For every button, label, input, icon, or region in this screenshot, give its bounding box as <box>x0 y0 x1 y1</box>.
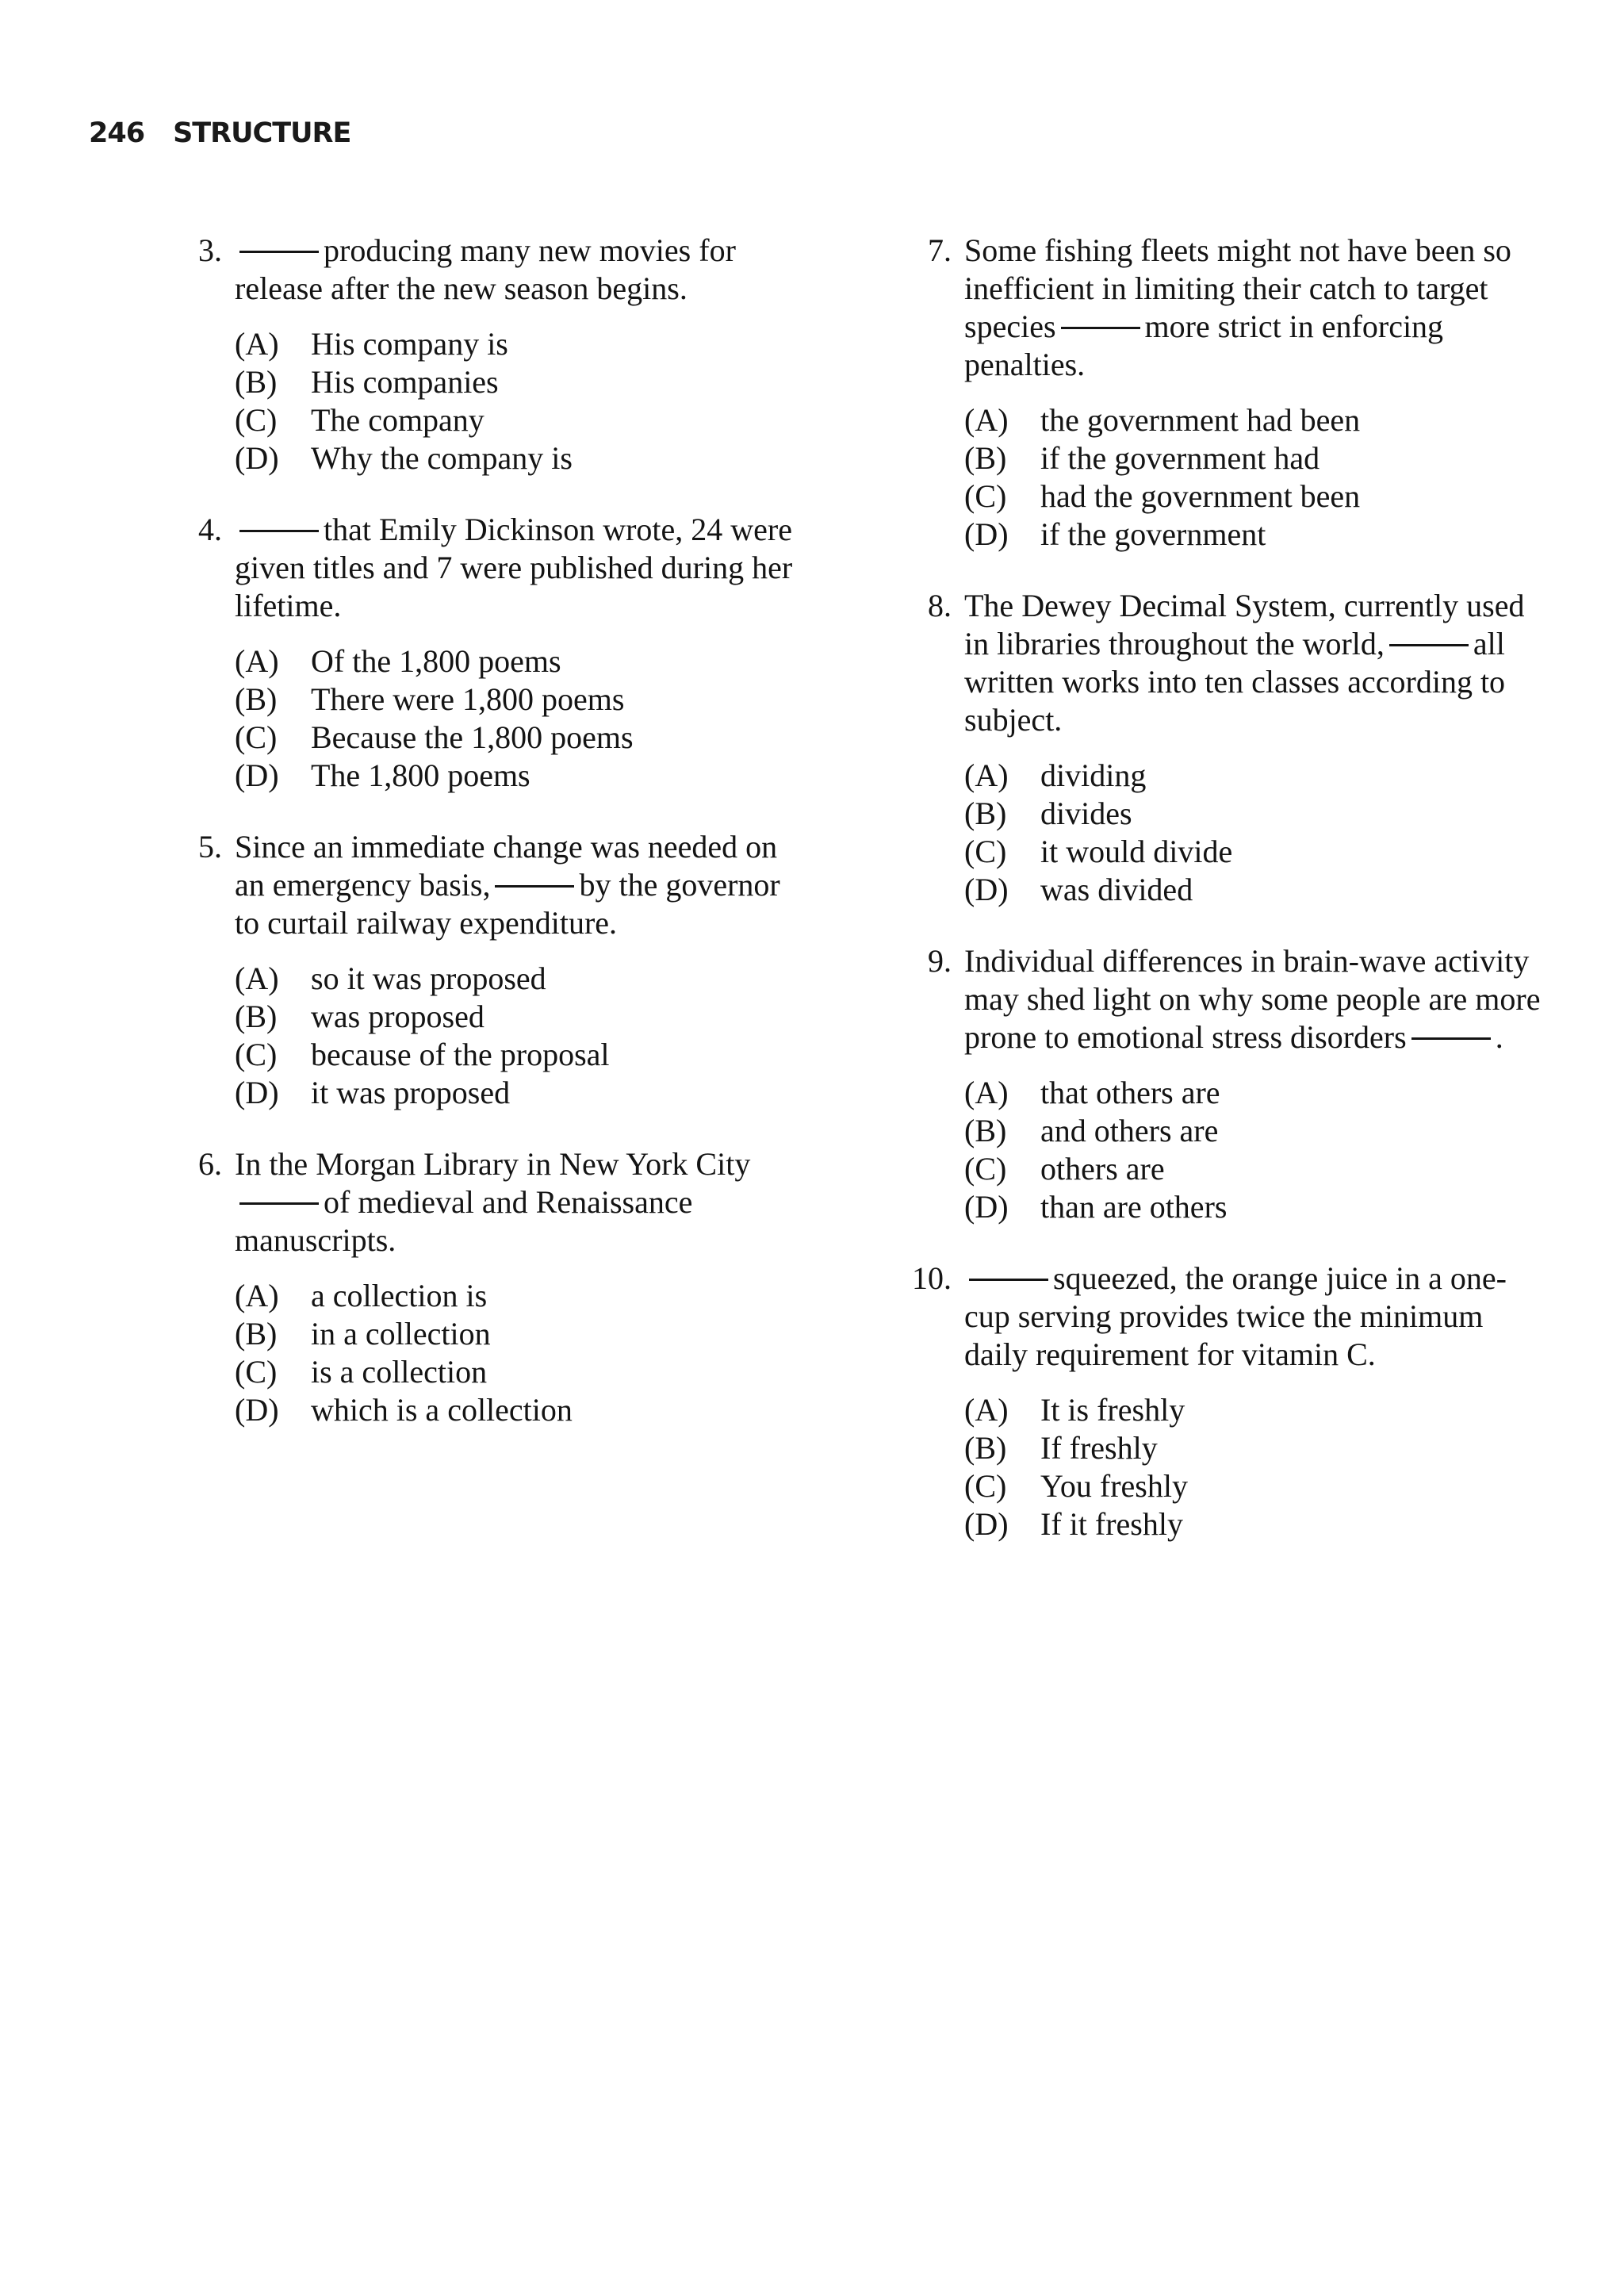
option-text: If freshly <box>1040 1430 1158 1466</box>
option-text: so it was proposed <box>311 960 546 996</box>
option-c <box>235 1353 807 1391</box>
left-column <box>181 232 807 1463</box>
option-letter: (A) <box>235 960 279 996</box>
option-letter: (C) <box>964 1151 1007 1187</box>
option-letter: (D) <box>235 440 279 476</box>
option-text: If it freshly <box>1040 1506 1183 1542</box>
answer-options <box>964 1074 1548 1226</box>
answer-blank <box>1411 1037 1491 1040</box>
option-text: and others are <box>1040 1113 1219 1148</box>
answer-options <box>964 1391 1548 1543</box>
question-number: 8. <box>928 588 952 623</box>
option-c <box>235 401 807 439</box>
option-d <box>235 1074 807 1112</box>
option-text: was proposed <box>311 999 485 1034</box>
option-text: You freshly <box>1040 1468 1188 1504</box>
option-a <box>235 1277 807 1315</box>
question-8 <box>882 587 1548 909</box>
option-d <box>964 516 1548 554</box>
option-c <box>235 719 807 757</box>
option-text: is a collection <box>311 1354 488 1390</box>
option-letter: (D) <box>235 1075 279 1110</box>
option-letter: (B) <box>235 1316 278 1352</box>
option-text: Why the company is <box>311 440 573 476</box>
option-a <box>964 401 1548 439</box>
option-d <box>964 1188 1548 1226</box>
question-stem: The Dewey Decimal System, currently used in libraries throughout the world, all written works into ten classes according to subject. <box>964 588 1525 738</box>
option-letter: (B) <box>964 796 1007 831</box>
option-text: It is freshly <box>1040 1392 1185 1428</box>
option-letter: (A) <box>235 643 279 679</box>
option-text: had the government been <box>1040 478 1361 514</box>
option-d <box>235 1391 807 1429</box>
answer-options <box>235 325 807 477</box>
answer-options <box>964 757 1548 909</box>
option-a <box>235 960 807 998</box>
option-b <box>964 1429 1548 1467</box>
option-letter: (A) <box>964 402 1009 438</box>
page-number: 246 <box>89 117 145 149</box>
option-letter: (B) <box>964 1113 1007 1148</box>
option-text: the government had been <box>1040 402 1361 438</box>
option-c <box>964 1150 1548 1188</box>
question-number: 5. <box>198 829 222 865</box>
question-5 <box>181 828 807 1112</box>
option-text: if the government had <box>1040 440 1320 476</box>
answer-blank <box>239 530 319 532</box>
question-7 <box>882 232 1548 554</box>
option-text: which is a collection <box>311 1392 573 1428</box>
question-number: 4. <box>198 512 222 547</box>
option-letter: (C) <box>964 834 1007 869</box>
option-a <box>235 325 807 363</box>
option-letter: (D) <box>964 1189 1009 1225</box>
answer-options <box>235 642 807 795</box>
option-letter: (D) <box>235 757 279 793</box>
option-b <box>235 998 807 1036</box>
option-c <box>964 477 1548 516</box>
option-letter: (A) <box>964 1392 1009 1428</box>
option-letter: (C) <box>235 1354 278 1390</box>
option-a <box>964 1074 1548 1112</box>
option-letter: (B) <box>235 999 278 1034</box>
question-3 <box>181 232 807 477</box>
question-stem: Since an immediate change was needed on an emergency basis, by the governor to curtail railway expenditure. <box>235 829 780 941</box>
option-d <box>964 1505 1548 1543</box>
option-text: His companies <box>311 364 499 400</box>
option-letter: (C) <box>964 1468 1007 1504</box>
option-letter: (A) <box>235 326 279 362</box>
option-a <box>235 642 807 681</box>
option-text: Because the 1,800 poems <box>311 719 634 755</box>
question-number: 10. <box>912 1260 952 1296</box>
question-stem: producing many new movies for release after the new season begins. <box>235 232 736 306</box>
option-c <box>964 833 1548 871</box>
question-stem: squeezed, the orange juice in a one-cup serving provides twice the minimum daily requirement for vitamin C. <box>964 1260 1507 1372</box>
option-letter: (A) <box>235 1278 279 1313</box>
option-b <box>964 1112 1548 1150</box>
option-letter: (D) <box>235 1392 279 1428</box>
option-a <box>964 1391 1548 1429</box>
option-b <box>235 363 807 401</box>
question-number: 7. <box>928 232 952 268</box>
answer-options <box>235 1277 807 1429</box>
option-text: dividing <box>1040 757 1147 793</box>
right-column <box>882 232 1548 1577</box>
answer-blank <box>239 1202 319 1205</box>
option-d <box>235 439 807 477</box>
option-letter: (B) <box>964 1430 1007 1466</box>
option-text: was divided <box>1040 872 1193 907</box>
option-a <box>964 757 1548 795</box>
answer-blank <box>1389 644 1469 646</box>
option-text: it was proposed <box>311 1075 511 1110</box>
option-text: Of the 1,800 poems <box>311 643 561 679</box>
answer-blank <box>969 1279 1048 1281</box>
option-text: a collection is <box>311 1278 488 1313</box>
option-text: His company is <box>311 326 508 362</box>
question-number: 9. <box>928 943 952 979</box>
question-6 <box>181 1145 807 1429</box>
option-letter: (C) <box>235 402 278 438</box>
option-text: than are others <box>1040 1189 1228 1225</box>
question-stem: that Emily Dickinson wrote, 24 were given titles and 7 were published during her lifetime. <box>235 512 793 623</box>
answer-blank <box>1061 327 1140 329</box>
section-title: STRUCTURE <box>173 117 351 149</box>
question-stem: Individual differences in brain-wave activity may shed light on why some people are more prone to emotional stress disorders . <box>964 943 1541 1055</box>
option-text: in a collection <box>311 1316 491 1352</box>
option-c <box>964 1467 1548 1505</box>
option-letter: (B) <box>964 440 1007 476</box>
answer-blank <box>495 885 574 888</box>
question-number: 6. <box>198 1146 222 1182</box>
option-c <box>235 1036 807 1074</box>
question-9 <box>882 942 1548 1226</box>
question-stem: Some fishing fleets might not have been so inefficient in limiting their catch to target species more strict in enforcing penalties. <box>964 232 1511 382</box>
answer-options <box>964 401 1548 554</box>
page-header <box>89 117 350 149</box>
option-letter: (C) <box>964 478 1007 514</box>
option-d <box>235 757 807 795</box>
option-letter: (D) <box>964 1506 1009 1542</box>
question-number: 3. <box>198 232 222 268</box>
question-4 <box>181 511 807 795</box>
option-text: it would divide <box>1040 834 1233 869</box>
option-b <box>235 1315 807 1353</box>
question-10 <box>882 1260 1548 1543</box>
option-letter: (B) <box>235 681 278 717</box>
option-letter: (A) <box>964 757 1009 793</box>
question-stem: In the Morgan Library in New York Cityof medieval and Renaissance manuscripts. <box>235 1146 751 1258</box>
option-text: The 1,800 poems <box>311 757 530 793</box>
option-text: that others are <box>1040 1075 1220 1110</box>
option-letter: (A) <box>964 1075 1009 1110</box>
option-letter: (C) <box>235 1037 278 1072</box>
option-letter: (C) <box>235 719 278 755</box>
option-letter: (D) <box>964 872 1009 907</box>
option-d <box>964 871 1548 909</box>
answer-blank <box>239 251 319 253</box>
option-text: because of the proposal <box>311 1037 610 1072</box>
option-b <box>964 439 1548 477</box>
option-text: divides <box>1040 796 1132 831</box>
option-b <box>235 681 807 719</box>
answer-options <box>235 960 807 1112</box>
option-text: The company <box>311 402 485 438</box>
option-text: There were 1,800 poems <box>311 681 625 717</box>
option-text: others are <box>1040 1151 1165 1187</box>
option-text: if the government <box>1040 516 1266 552</box>
option-b <box>964 795 1548 833</box>
option-letter: (B) <box>235 364 278 400</box>
option-letter: (D) <box>964 516 1009 552</box>
